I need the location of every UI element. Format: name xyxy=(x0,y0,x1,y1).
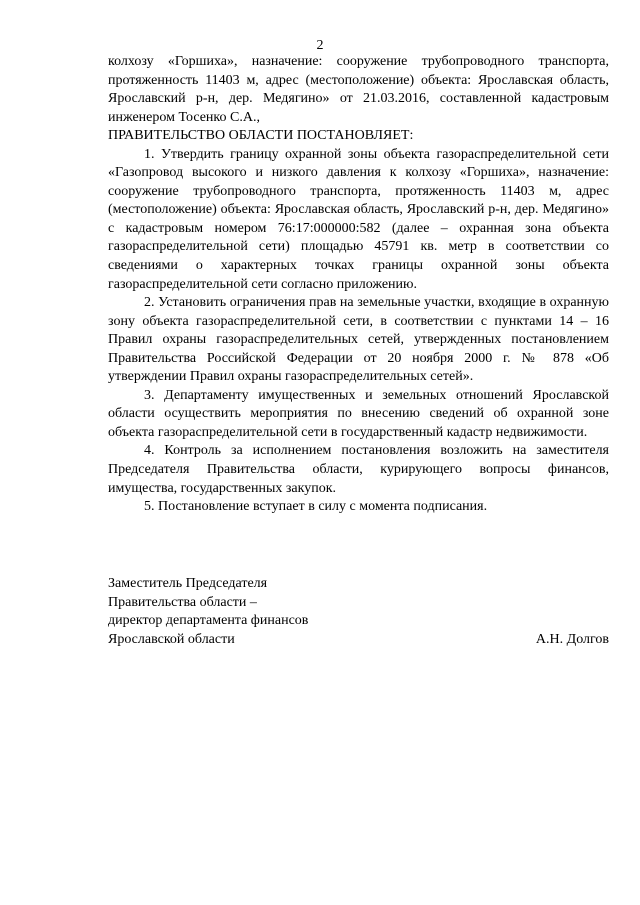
decree-item-5: 5. Постановление вступает в силу с момента подписания. xyxy=(144,499,488,515)
document-body xyxy=(108,53,609,517)
decree-heading: ПРАВИТЕЛЬСТВО ОБЛАСТИ ПОСТАНОВЛЯЕТ: xyxy=(108,128,414,144)
page-number: 2 xyxy=(316,38,324,53)
decree-item-2: 2. Установить ограничения прав на земельные участки, входящие в охранную зону объекта газораспределительной сети, в соответствии с пунктами 14 – 16 Правил охраны газораспределительных сетей, утвержденных постановлением Правительства Российской Федерации от 20 ноября 2000 г. № 878 «Об утверждении Правил охраны газораспределительных сетей». xyxy=(108,295,609,385)
signature-block xyxy=(108,575,609,649)
decree-item-4: 4. Контроль за исполнением постановления возложить на заместителя Председателя Правительства области, курирующего вопросы финансов, имущества, государственных закупок. xyxy=(108,443,609,496)
decree-item-3: 3. Департаменту имущественных и земельных отношений Ярославской области осуществить мероприятия по внесению сведений об охранной зоне объекта газораспределительной сети в государственный кадастр недвижимости. xyxy=(108,387,609,440)
decree-item-1: 1. Утвердить границу охранной зоны объекта газораспределительной сети «Газопровод высокого и низкого давления к колхозу «Горшиха», назначение: сооружение трубопроводного транспорта, протяженность 11403 м, адрес (местоположение) объекта: Ярославская область, Ярославский р-н, дер. Медягино» с кадастровым номером 76:17:000000:582 (далее – охранная зона объекта газораспределительной сети) площадью 45791 кв. метр в соответствии со сведениями о характерных точках границы охранной зоны объекта газораспределительной сети согласно приложению. xyxy=(108,146,609,292)
signatory-name: А.Н. Долгов xyxy=(535,631,609,647)
signatory-title-line-4: Ярославской области xyxy=(108,631,235,647)
intro-paragraph: колхозу «Горшиха», назначение: сооружение трубопроводного транспорта, протяженность 11403 м, адрес (местоположение) объекта: Ярославская область, Ярославский р-н, дер. Медягино» от 21.03.2016, составленной кадастровым инженером Тосенко С.А., xyxy=(108,54,609,125)
signatory-title-line-3: директор департамента финансов xyxy=(108,613,309,629)
signatory-title-line-1: Заместитель Председателя xyxy=(108,576,268,591)
signatory-final-row xyxy=(108,631,609,650)
signatory-title-line-2: Правительства области – xyxy=(108,594,257,610)
